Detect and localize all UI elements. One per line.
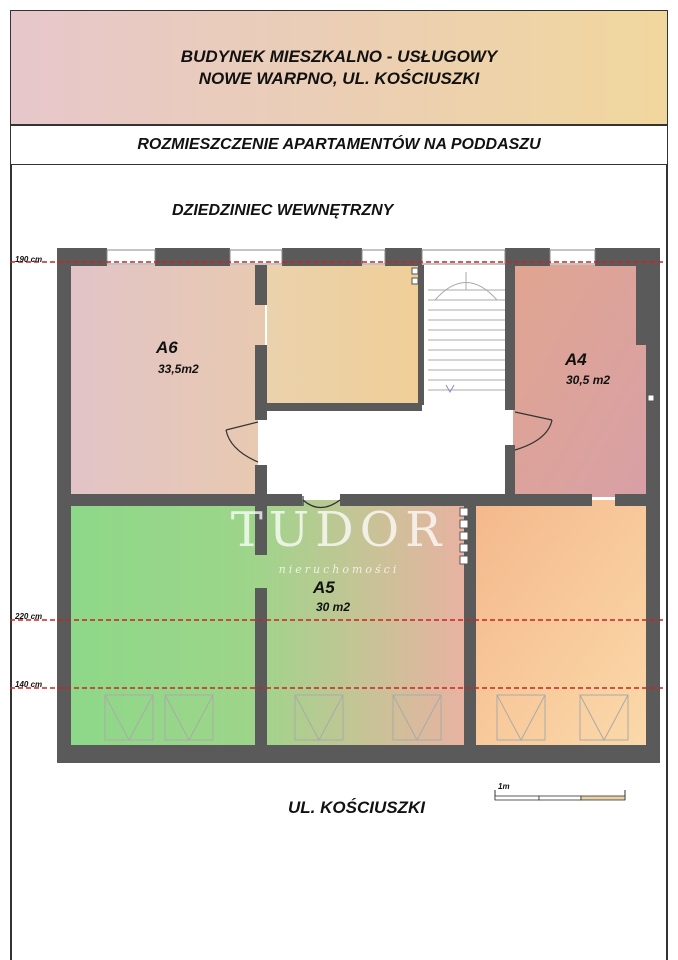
height-label-140: 140 cm [15,680,43,689]
scale-label: 1m [498,782,510,791]
title-line-2: NOWE WARPNO, UL. KOŚCIUSZKI [198,68,480,88]
room-a6-annex [267,265,419,403]
watermark-brand: TUDOR [230,502,448,558]
unit-a6-area: 33,5m2 [158,362,199,376]
wall-a6-annex-v [255,265,267,305]
height-label-220: 220 cm [15,612,43,621]
unit-a4-id: A4 [565,350,587,369]
wall-bottom [57,745,660,763]
wall-annex-bottom [267,403,422,411]
wall-a5-v-bottom [255,588,267,748]
wall-stair-left [418,265,424,405]
wall-right-notch [636,265,648,345]
wall-top-pier-3 [385,248,422,266]
wall-top-pier-2 [282,248,362,266]
room-a6 [70,265,265,497]
subtitle: ROZMIESZCZENIE APARTAMENTÓW NA PODDASZU [137,136,541,153]
wall-a4-v [505,445,515,500]
wall-top-right-1 [505,248,550,266]
wall-top-pier-1 [155,248,230,266]
wall-stair-right [505,265,515,410]
scale-bar [495,790,625,800]
hallway [258,403,512,498]
wall-a6-mid-v [255,345,267,420]
unit-a5-area: 30 m2 [316,600,351,614]
street-label: UL. KOŚCIUSZKI [288,798,425,817]
height-label-190: 190 cm [15,255,43,264]
title-line-1: BUDYNEK MIESZKALNO - USŁUGOWY [180,46,498,66]
unit-a5-id: A5 [313,578,335,597]
courtyard-label: DZIEDZINIEC WEWNĘTRZNY [172,202,394,219]
unit-a6-id: A6 [156,338,178,357]
watermark-tagline: nieruchomości [278,563,400,576]
unit-a4-area: 30,5 m2 [566,373,611,387]
